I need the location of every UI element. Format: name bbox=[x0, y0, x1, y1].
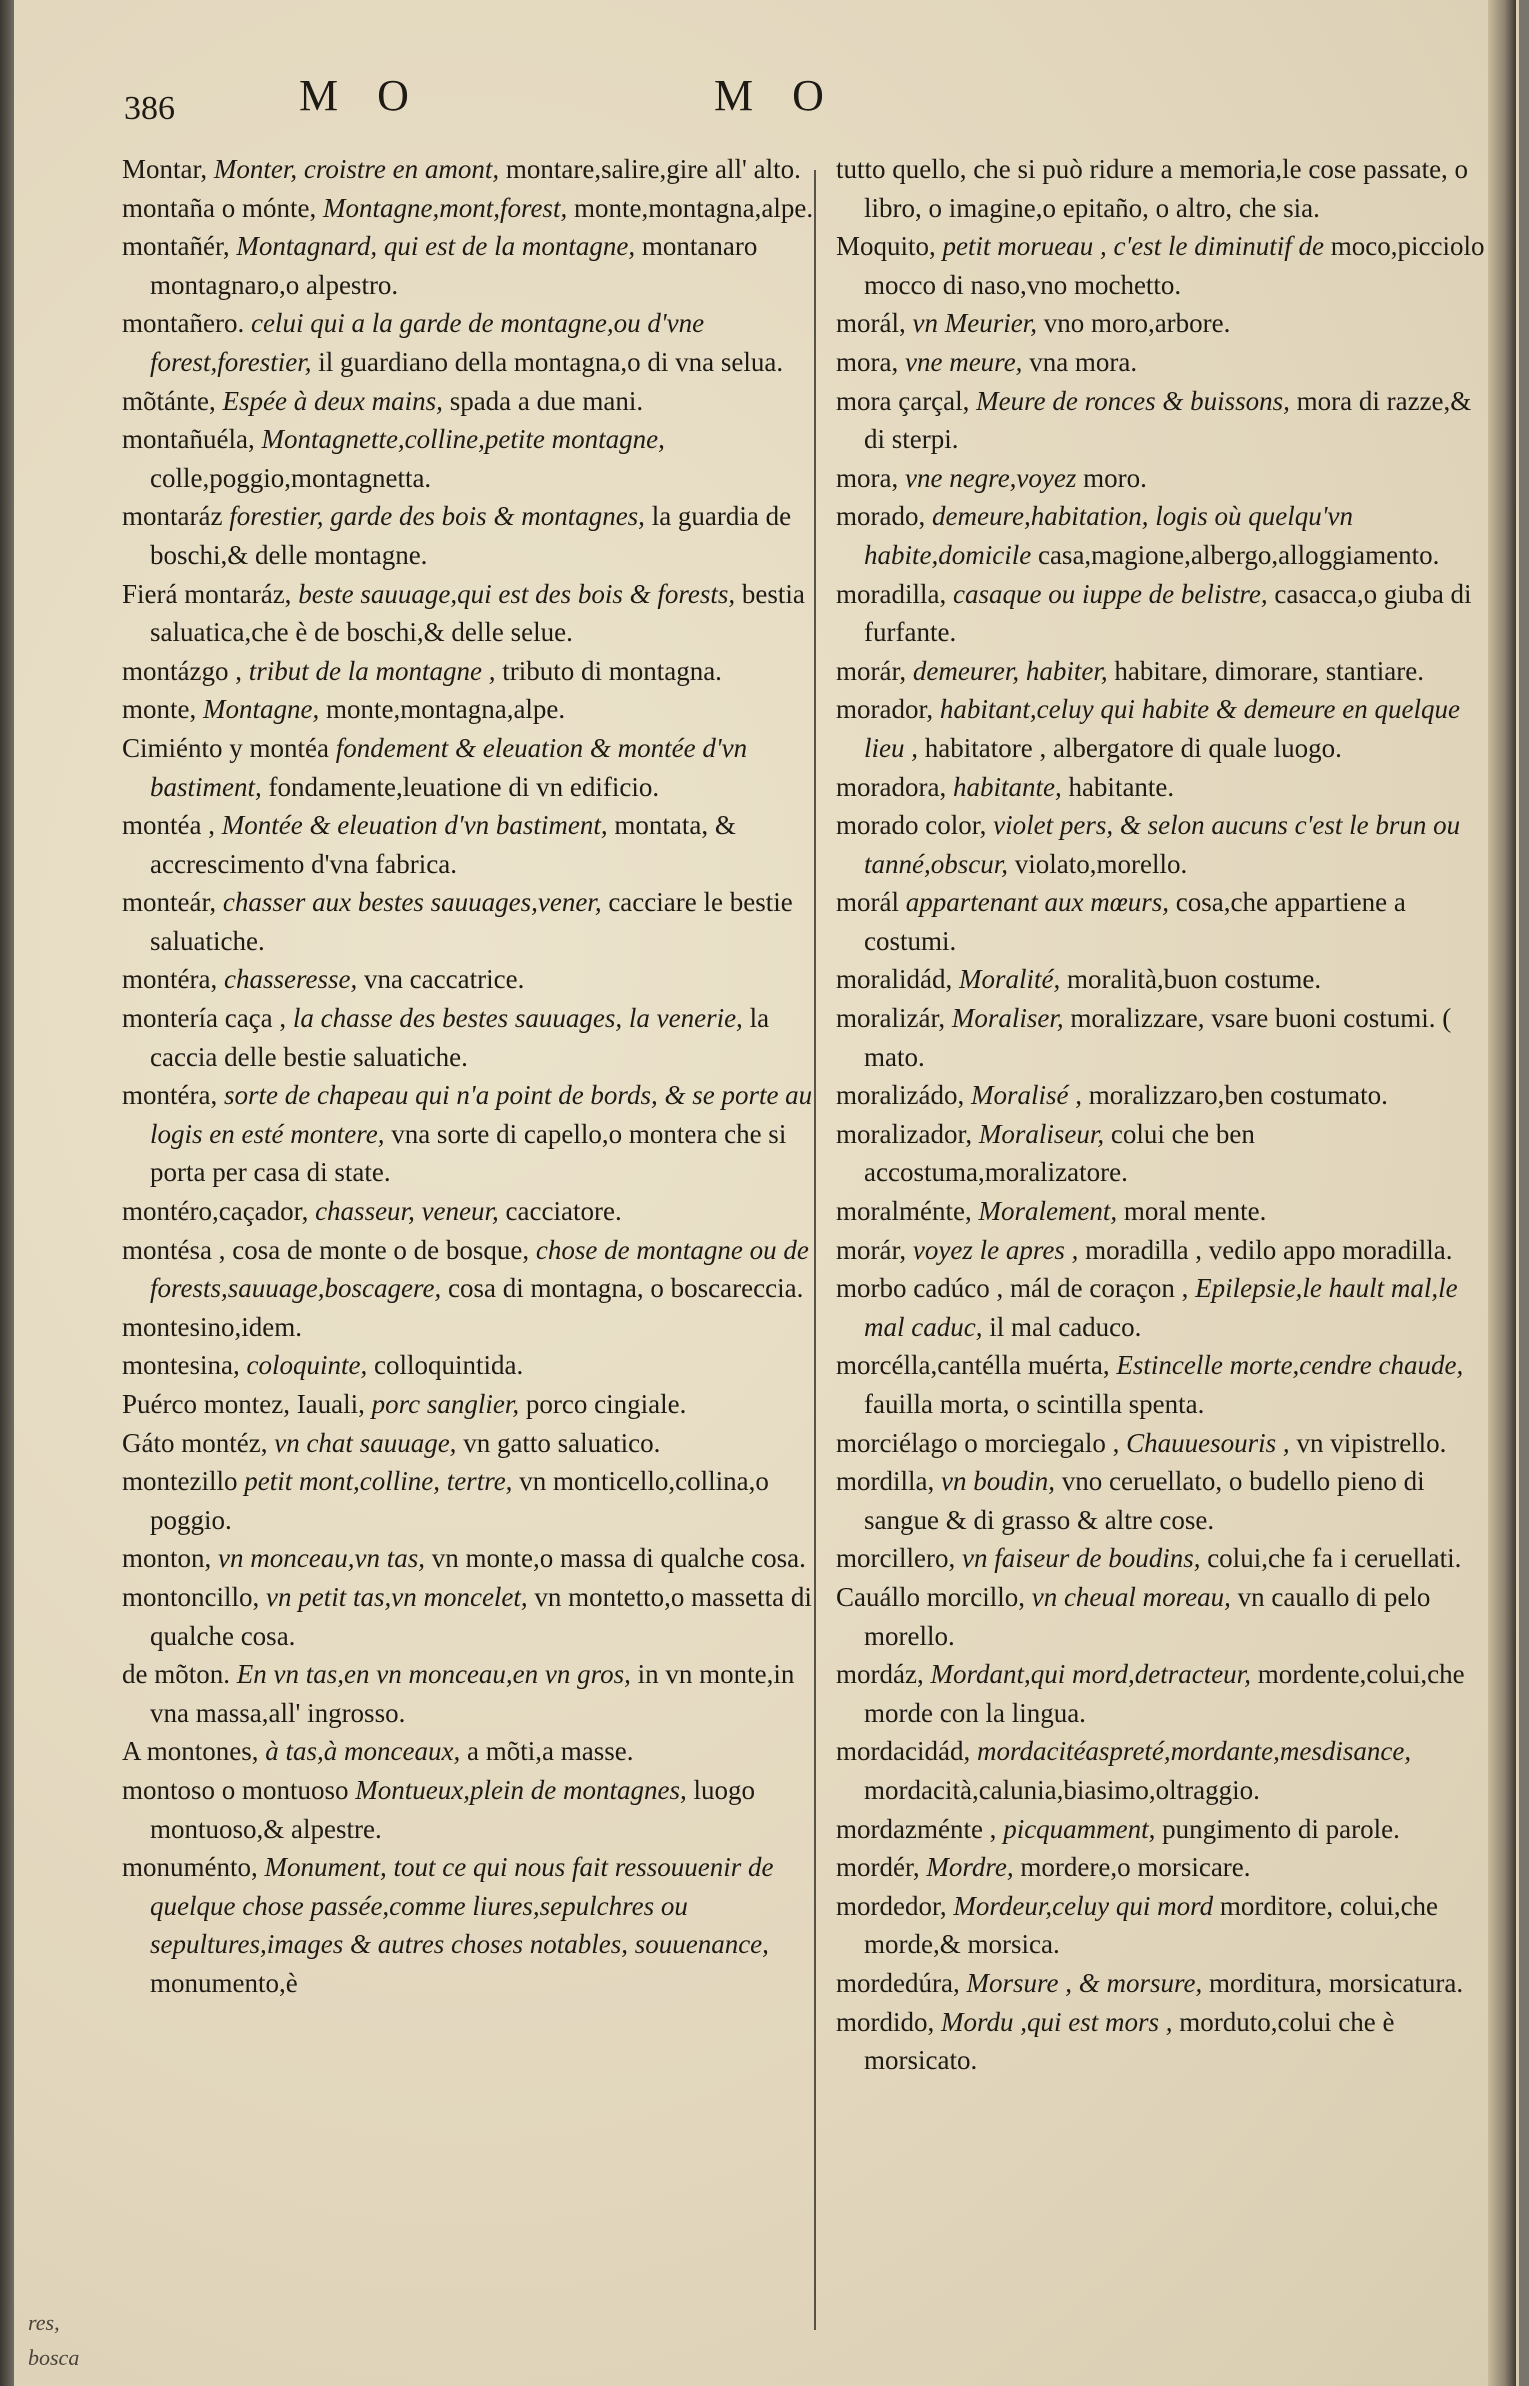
italian-gloss: moralità,buon costume. bbox=[1066, 964, 1322, 995]
headword: mõtánte, bbox=[122, 385, 216, 416]
italian-gloss: vn monticello,collina,o poggio. bbox=[150, 1466, 769, 1535]
headword: morár, bbox=[836, 655, 907, 686]
dictionary-entry bbox=[836, 1655, 1496, 1732]
italian-gloss: habitante. bbox=[1068, 771, 1175, 802]
french-gloss: voyez le apres , bbox=[912, 1234, 1079, 1265]
dictionary-entry bbox=[836, 1269, 1496, 1346]
french-gloss: casaque ou iuppe de belistre, bbox=[952, 578, 1268, 609]
french-gloss: Espée à deux mains, bbox=[222, 385, 443, 416]
headword: Cauállo morcillo, bbox=[836, 1581, 1025, 1612]
italian-gloss: monte,montagna,alpe. bbox=[573, 192, 814, 223]
french-gloss: vn boudin, bbox=[940, 1466, 1055, 1497]
french-gloss: vn petit tas,vn moncelet, bbox=[266, 1581, 528, 1612]
headword: mora çarçal, bbox=[836, 385, 970, 416]
headword: montaña o mónte, bbox=[122, 192, 317, 223]
dictionary-entry bbox=[836, 1848, 1496, 1887]
italian-gloss: mordente,colui,che morde con la lingua. bbox=[864, 1659, 1465, 1728]
italian-gloss: mordere,o morsicare. bbox=[1020, 1852, 1251, 1883]
italian-gloss: spada a due mani. bbox=[449, 385, 644, 416]
italian-gloss: moro. bbox=[1083, 462, 1147, 493]
headword: A montones, bbox=[122, 1736, 259, 1767]
italian-gloss: montata, & accrescimento d'vna fabrica. bbox=[150, 810, 736, 879]
headword: montéro,caçador, bbox=[122, 1196, 309, 1227]
headword: montería caça , bbox=[122, 1003, 287, 1034]
dictionary-entry bbox=[122, 1462, 834, 1539]
dictionary-entry bbox=[122, 999, 834, 1076]
dictionary-entry bbox=[122, 729, 834, 806]
french-gloss: la chasse des bestes sauuages, la venerie, bbox=[292, 1003, 743, 1034]
headword: morál, bbox=[836, 308, 906, 339]
dictionary-entry bbox=[836, 1462, 1496, 1539]
headword: morál bbox=[836, 887, 899, 918]
headword: mordazménte , bbox=[836, 1813, 997, 1844]
french-gloss: Montagnette,colline,petite montagne, bbox=[261, 424, 665, 455]
headword: monteár, bbox=[122, 887, 217, 918]
dictionary-entry bbox=[836, 1810, 1496, 1849]
dictionary-entry bbox=[122, 497, 834, 574]
headword: Montar, bbox=[122, 154, 208, 184]
headword: montesina, bbox=[122, 1350, 240, 1381]
headword: montéra, bbox=[122, 964, 218, 995]
french-gloss: Meure de ronces & buissons, bbox=[976, 385, 1290, 416]
dictionary-entry bbox=[836, 1578, 1496, 1655]
header-right: M O bbox=[714, 71, 838, 120]
dictionary-entry bbox=[836, 575, 1496, 652]
italian-gloss: vn cauallo di pelo morello. bbox=[864, 1581, 1431, 1651]
headword: montañuéla, bbox=[122, 424, 255, 455]
headword: mordido, bbox=[836, 2006, 935, 2037]
italian-gloss: cacciatore. bbox=[505, 1196, 622, 1227]
margin-fragment: bosca bbox=[28, 2345, 80, 2370]
french-gloss: appartenant aux mœurs, bbox=[905, 887, 1169, 918]
french-gloss: Moraliser, bbox=[951, 1003, 1064, 1034]
italian-gloss: il mal caduco. bbox=[989, 1311, 1142, 1342]
italian-gloss: tributo di montagna. bbox=[502, 655, 722, 686]
dictionary-entry bbox=[122, 960, 834, 999]
italian-gloss: fondamente,leuatione di vn edificio. bbox=[268, 771, 660, 802]
italian-gloss: la guardia de boschi,& delle montagne. bbox=[150, 501, 792, 570]
dictionary-entry bbox=[122, 690, 834, 729]
headword: Gáto montéz, bbox=[122, 1427, 268, 1458]
headword: montesino,idem. bbox=[122, 1311, 302, 1342]
headword: morado, bbox=[836, 501, 926, 532]
french-gloss: Mordeur,celuy qui mord bbox=[953, 1890, 1214, 1921]
italian-gloss: moco,picciolo mocco di naso,vno mochetto. bbox=[864, 231, 1485, 300]
french-gloss: vn faiseur de boudins, bbox=[961, 1543, 1201, 1574]
headword: morcélla,cantélla muérta, bbox=[836, 1350, 1110, 1381]
headword: montoncillo, bbox=[122, 1581, 260, 1612]
headword: morcillero, bbox=[836, 1543, 956, 1574]
headword: morciélago o morciegalo , bbox=[836, 1427, 1120, 1458]
dictionary-entry bbox=[836, 768, 1496, 807]
french-gloss: violet pers, & selon aucuns c'est le brun ou tanné,obscur, bbox=[864, 810, 1461, 879]
dictionary-entry bbox=[836, 1231, 1496, 1270]
french-gloss: Epilepsie,le hault mal,le mal caduc, bbox=[864, 1273, 1458, 1342]
headword: morado color, bbox=[836, 810, 987, 841]
italian-gloss: bestia saluatica,che è de boschi,& delle selue. bbox=[150, 578, 805, 648]
headword: Puérco montez, Iauali, bbox=[122, 1389, 365, 1419]
dictionary-entry bbox=[122, 1424, 834, 1463]
french-gloss: habitant,celuy qui habite & demeure en quelque lieu , bbox=[864, 694, 1460, 763]
headword: moradilla, bbox=[836, 578, 947, 609]
french-gloss: mordacitéaspreté,mordante,mesdisance, bbox=[976, 1736, 1412, 1767]
italian-gloss: a mõti,a masse. bbox=[466, 1736, 634, 1767]
italian-gloss: cosa,che appartiene a costumi. bbox=[864, 887, 1406, 956]
headword: moralizár, bbox=[836, 1003, 946, 1034]
headword: montoso o montuoso bbox=[122, 1774, 349, 1805]
right-column bbox=[836, 150, 1496, 2080]
dictionary-entry bbox=[836, 1192, 1496, 1231]
dictionary-entry bbox=[836, 999, 1496, 1076]
french-gloss: Morsure , & morsure, bbox=[966, 1967, 1203, 1998]
italian-gloss: vna mora. bbox=[1029, 346, 1138, 377]
headword: Cimiénto y montéa bbox=[122, 732, 329, 763]
french-gloss: celui qui a la garde de montagne,ou d'vne forest,forestier, bbox=[150, 308, 705, 377]
italian-gloss: habitare, dimorare, stantiare. bbox=[1114, 655, 1424, 686]
margin-fragment: res, bbox=[28, 2310, 60, 2335]
headword: mora, bbox=[836, 346, 899, 377]
italian-gloss: monumento,è bbox=[150, 1967, 298, 1998]
italian-gloss: casacca,o giuba di furfante. bbox=[864, 578, 1472, 648]
dictionary-entry bbox=[122, 575, 834, 652]
dictionary-entry bbox=[836, 1115, 1496, 1192]
dictionary-entry bbox=[122, 1308, 834, 1347]
page-number: 386 bbox=[124, 90, 175, 127]
french-gloss: forestier, garde des bois & montagnes, bbox=[229, 501, 645, 532]
headword: Fierá montaráz, bbox=[122, 578, 292, 609]
french-gloss: Mordre, bbox=[926, 1852, 1014, 1883]
dictionary-entry bbox=[122, 652, 834, 691]
headword: moradora, bbox=[836, 771, 947, 802]
italian-gloss: mordacità,calunia,biasimo,oltraggio. bbox=[864, 1774, 1260, 1805]
french-gloss: petit morueau , c'est le diminutif de bbox=[942, 231, 1324, 262]
dictionary-entry bbox=[836, 1539, 1496, 1578]
french-gloss: chasser aux bestes sauuages,vener, bbox=[222, 887, 602, 918]
headword: monuménto, bbox=[122, 1852, 258, 1883]
italian-gloss: casa,magione,albergo,alloggiamento. bbox=[1037, 539, 1440, 570]
dictionary-entry bbox=[122, 1385, 834, 1424]
french-gloss: Montueux,plein de montagnes, bbox=[355, 1774, 687, 1805]
dictionary-entry bbox=[122, 1231, 834, 1308]
headword: moralménte, bbox=[836, 1196, 972, 1227]
headword: mora, bbox=[836, 462, 899, 493]
french-gloss: Montagne,mont,forest, bbox=[322, 192, 568, 223]
headword: montaráz bbox=[122, 501, 223, 532]
headword: moralizador, bbox=[836, 1118, 973, 1149]
headword: mordilla, bbox=[836, 1466, 935, 1497]
left-column bbox=[122, 150, 834, 2003]
italian-gloss: vn montetto,o massetta di qualche cosa. bbox=[150, 1581, 812, 1651]
french-gloss: chose de montagne ou de forests,sauuage,boscagere, bbox=[150, 1234, 809, 1304]
dictionary-entry bbox=[836, 806, 1496, 883]
french-gloss: sorte de chapeau qui n'a point de bords, & se porte au logis en esté montere, bbox=[150, 1080, 813, 1149]
italian-gloss: vno moro,arbore. bbox=[1043, 308, 1231, 339]
dictionary-entry bbox=[122, 1346, 834, 1385]
headword: montázgo , bbox=[122, 655, 242, 686]
headword: monton, bbox=[122, 1543, 212, 1574]
headword: montéra, bbox=[122, 1080, 218, 1111]
italian-gloss: fauilla morta, o scintilla spenta. bbox=[864, 1389, 1205, 1419]
dictionary-entry bbox=[122, 227, 834, 304]
headword: morár, bbox=[836, 1234, 907, 1265]
italian-gloss: luogo montuoso,& alpestre. bbox=[150, 1774, 755, 1844]
dictionary-entry bbox=[122, 883, 834, 960]
italian-gloss: tutto quello, che si può ridure a memoria,le cose passate, o libro, o imagine,o epitaño, o altro, che sia. bbox=[836, 154, 1469, 223]
italian-gloss: porco cingiale. bbox=[525, 1389, 687, 1419]
french-gloss: Moralité, bbox=[958, 964, 1061, 995]
italian-gloss: moral mente. bbox=[1123, 1196, 1267, 1227]
french-gloss: En vn tas,en vn monceau,en vn gros, bbox=[236, 1659, 631, 1690]
dictionary-entry bbox=[122, 1732, 834, 1771]
italian-gloss: colloquintida. bbox=[373, 1350, 524, 1381]
french-gloss: Moralement, bbox=[978, 1196, 1118, 1227]
french-gloss: habitante, bbox=[952, 771, 1062, 802]
dictionary-entry bbox=[836, 2003, 1496, 2080]
italian-gloss: habitatore , albergatore di quale luogo. bbox=[924, 732, 1342, 763]
dictionary-entry bbox=[836, 1964, 1496, 2003]
french-gloss: Montagne, bbox=[203, 694, 320, 725]
french-gloss: Monter, croistre en amont, bbox=[213, 154, 500, 184]
french-gloss: porc sanglier, bbox=[371, 1389, 520, 1419]
french-gloss: Mordu ,qui est mors , bbox=[941, 2006, 1173, 2037]
french-gloss: Montagnard, qui est de la montagne, bbox=[236, 231, 636, 262]
dictionary-entry bbox=[122, 420, 834, 497]
italian-gloss: monte,montagna,alpe. bbox=[325, 694, 566, 725]
dictionary-entry bbox=[122, 1539, 834, 1578]
italian-gloss: moralizzare, vsare buoni costumi. ( mato. bbox=[864, 1003, 1452, 1072]
dictionary-entry bbox=[122, 1578, 834, 1655]
headword: montañér, bbox=[122, 231, 230, 262]
dictionary-entry bbox=[836, 497, 1496, 574]
italian-gloss: montanaro montagnaro,o alpestro. bbox=[150, 231, 758, 300]
italian-gloss: in vn monte,in vna massa,all' ingrosso. bbox=[150, 1659, 795, 1728]
dictionary-entry bbox=[836, 1346, 1496, 1423]
dictionary-entry bbox=[122, 304, 834, 381]
dictionary-entry bbox=[122, 1655, 834, 1732]
french-gloss: vn monceau,vn tas, bbox=[218, 1543, 425, 1574]
dictionary-entry bbox=[122, 806, 834, 883]
dictionary-entry bbox=[836, 1887, 1496, 1964]
dictionary-entry bbox=[836, 1424, 1496, 1463]
italian-gloss: pungimento di parole. bbox=[1162, 1813, 1400, 1844]
french-gloss: vne meure, bbox=[904, 346, 1023, 377]
headword: mordáz, bbox=[836, 1659, 924, 1690]
headword: moralizádo, bbox=[836, 1080, 965, 1111]
headword: mordér, bbox=[836, 1852, 920, 1883]
italian-gloss: colui che ben accostuma,moralizatore. bbox=[864, 1118, 1255, 1188]
italian-gloss: il guardiano della montagna,o di vna selua. bbox=[318, 346, 784, 377]
dictionary-entry bbox=[836, 883, 1496, 960]
dictionary-entry bbox=[122, 189, 834, 228]
italian-gloss: moralizzaro,ben costumato. bbox=[1088, 1080, 1388, 1111]
italian-gloss: colle,poggio,montagnetta. bbox=[150, 462, 432, 493]
headword: mordacidád, bbox=[836, 1736, 971, 1767]
french-gloss: vn Meurier, bbox=[912, 308, 1037, 339]
italian-gloss: morditura, morsicatura. bbox=[1208, 1967, 1464, 1998]
italian-gloss: morduto,colui che è morsicato. bbox=[864, 2006, 1395, 2076]
italian-gloss: vn gatto saluatico. bbox=[463, 1427, 661, 1458]
dictionary-entry bbox=[836, 652, 1496, 691]
headword: de mõton. bbox=[122, 1659, 230, 1690]
italian-gloss: vno ceruellato, o budello pieno di sangue & di grasso & altre cose. bbox=[864, 1466, 1425, 1535]
dictionary-entry bbox=[836, 343, 1496, 382]
french-gloss: demeurer, habiter, bbox=[912, 655, 1108, 686]
italian-gloss: mora di razze,& di sterpi. bbox=[864, 385, 1472, 455]
french-gloss: picquamment, bbox=[1003, 1813, 1156, 1844]
dictionary-entry bbox=[836, 960, 1496, 999]
italian-gloss: vna sorte di capello,o montera che si porta per casa di state. bbox=[150, 1118, 787, 1188]
headword: mordedúra, bbox=[836, 1967, 960, 1998]
italian-gloss: la caccia delle bestie saluatiche. bbox=[150, 1003, 770, 1072]
french-gloss: fondement & eleuation & montée d'vn bastiment, bbox=[150, 732, 748, 802]
headword: montañero. bbox=[122, 308, 245, 339]
dictionary-entry bbox=[122, 1192, 834, 1231]
italian-gloss: colui,che fa i ceruellati. bbox=[1207, 1543, 1462, 1574]
italian-gloss: cacciare le bestie saluatiche. bbox=[150, 887, 793, 956]
headword: monte, bbox=[122, 694, 197, 725]
italian-gloss: vna caccatrice. bbox=[363, 964, 525, 995]
italian-gloss: cosa di montagna, o boscareccia. bbox=[447, 1273, 804, 1304]
french-gloss: vn chat sauuage, bbox=[274, 1427, 457, 1458]
italian-gloss: vn vipistrello. bbox=[1296, 1427, 1447, 1458]
headword: montéa , bbox=[122, 810, 215, 841]
book-page bbox=[14, 0, 1519, 2386]
french-gloss: Moralisé , bbox=[970, 1080, 1082, 1111]
french-gloss: vne negre,voyez bbox=[904, 462, 1077, 493]
french-gloss: coloquinte, bbox=[246, 1350, 368, 1381]
italian-gloss: vn monte,o massa di qualche cosa. bbox=[431, 1543, 806, 1574]
headword: montezillo bbox=[122, 1466, 238, 1497]
french-gloss: à tas,à monceaux, bbox=[265, 1736, 461, 1767]
dictionary-entry bbox=[836, 1076, 1496, 1115]
dictionary-entry bbox=[836, 690, 1496, 767]
italian-gloss: violato,morello. bbox=[1014, 848, 1188, 879]
french-gloss: vn cheual moreau, bbox=[1031, 1581, 1231, 1612]
french-gloss: Estincelle morte,cendre chaude, bbox=[1116, 1350, 1464, 1381]
french-gloss: Mordant,qui mord,detracteur, bbox=[930, 1659, 1251, 1690]
french-gloss: beste sauuage,qui est des bois & forests, bbox=[298, 578, 736, 609]
dictionary-entry bbox=[836, 459, 1496, 498]
french-gloss: chasseresse, bbox=[223, 964, 358, 995]
dictionary-entry bbox=[836, 150, 1496, 227]
headword: montésa , cosa de monte o de bosque, bbox=[122, 1234, 530, 1265]
headword: morbo cadúco , mál de coraçon , bbox=[836, 1273, 1189, 1304]
italian-gloss: montare,salire,gire all' alto. bbox=[505, 154, 801, 184]
italian-gloss: morditore, colui,che morde,& morsica. bbox=[864, 1890, 1439, 1960]
dictionary-entry bbox=[122, 382, 834, 421]
french-gloss: chasseur, veneur, bbox=[315, 1196, 499, 1227]
dictionary-entry bbox=[122, 1771, 834, 1848]
book-spine-shadow bbox=[1488, 0, 1516, 2386]
headword: moralidád, bbox=[836, 964, 953, 995]
headword: morador, bbox=[836, 694, 934, 725]
dictionary-entry bbox=[836, 382, 1496, 459]
french-gloss: demeure,habitation, logis où quelqu'vn habite,domicile bbox=[864, 501, 1353, 570]
dictionary-entry bbox=[836, 1732, 1496, 1809]
french-gloss: tribut de la montagne , bbox=[248, 655, 496, 686]
french-gloss: Chauuesouris , bbox=[1126, 1427, 1290, 1458]
headword: mordedor, bbox=[836, 1890, 947, 1921]
french-gloss: Moraliseur, bbox=[978, 1118, 1105, 1149]
french-gloss: petit mont,colline, tertre, bbox=[244, 1466, 513, 1497]
dictionary-entry bbox=[836, 304, 1496, 343]
italian-gloss: moradilla , vedilo appo moradilla. bbox=[1085, 1234, 1453, 1265]
dictionary-entry bbox=[122, 1076, 834, 1192]
dictionary-entry bbox=[836, 227, 1496, 304]
dictionary-entry bbox=[122, 1848, 834, 2002]
header-left: M O bbox=[299, 71, 423, 120]
french-gloss: Monument, tout ce qui nous fait ressouuenir de quelque chose passée,comme liures,sepulchres ou sepultures,images & autres choses notables, souuenance, bbox=[150, 1852, 774, 1960]
headword: Moquito, bbox=[836, 231, 936, 262]
dictionary-entry bbox=[122, 150, 834, 189]
french-gloss: Montée & eleuation d'vn bastiment, bbox=[221, 810, 608, 841]
